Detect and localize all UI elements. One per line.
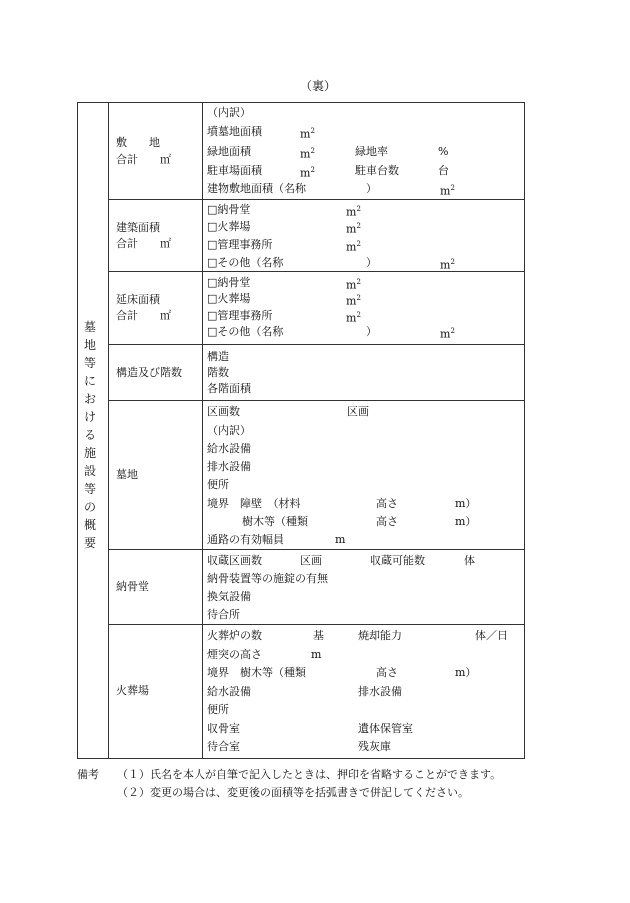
chimney-height-unit: m (311, 648, 322, 661)
building-site-label: 建物敷地面積（名称 (207, 182, 306, 195)
body-storage-room: 遺体保管室 (358, 722, 413, 735)
cemetery-toilet: 便所 (207, 478, 229, 491)
ba-ossuary-unit: $m^2$ (346, 205, 361, 219)
boundary-trees-height: 高さ (376, 515, 398, 528)
bone-room: 収骨室 (207, 722, 240, 735)
ossuary-label: 納骨堂 (116, 580, 149, 593)
green-area-label: 緑地面積 (207, 145, 251, 158)
ba-crematorium: □火葬場 (207, 220, 251, 233)
green-rate-label: 緑地率 (355, 145, 388, 158)
vertical-label-char: 等 (83, 356, 96, 370)
note-1: （１）氏名を本人が自筆で記入したときは、押印を省略することができます。 (117, 768, 502, 781)
fa-other-unit: $m^2$ (440, 327, 455, 341)
fa-crematorium: □火葬場 (207, 292, 251, 305)
furnace-count-label: 火葬炉の数 (207, 629, 262, 642)
ba-ossuary: □納骨堂 (207, 203, 251, 216)
ba-office: □管理事務所 (207, 238, 273, 251)
storage-count-unit: 区画 (300, 554, 322, 567)
capacity-unit: 体／日 (475, 629, 508, 642)
crem-waiting-room: 待合室 (207, 740, 240, 753)
crem-drainage: 排水設備 (358, 685, 402, 698)
vertical-label-char: の (83, 500, 96, 514)
boundary-wall-unit: m） (455, 497, 477, 510)
vertical-label-char: 墓 (83, 320, 96, 334)
furnace-count-unit: 基 (313, 629, 324, 642)
plot-count-label: 区画数 (207, 405, 240, 418)
crem-boundary-height: 高さ (376, 666, 398, 679)
ba-office-unit: $m^2$ (346, 240, 361, 254)
building-area-label: 建築面積 (116, 221, 160, 234)
green-area-unit: $m^2$ (300, 147, 315, 161)
crem-toilet: 便所 (207, 703, 229, 716)
structure-type: 構造 (207, 350, 229, 363)
storage-count-label: 収蔵区画数 (207, 554, 262, 567)
boundary-wall-height: 高さ (376, 497, 398, 510)
crem-water-supply: 給水設備 (207, 685, 251, 698)
waiting-area: 待合所 (207, 608, 240, 621)
boundary-wall-label: 境界 障壁 （材料 (207, 497, 301, 510)
vertical-label-char: る (83, 428, 96, 442)
storage-capacity-unit: 体 (464, 554, 475, 567)
floor-area-label: 延床面積 (116, 293, 160, 306)
site-total-label: 合計 ㎡ (116, 153, 171, 166)
fa-crematorium-unit: $m^2$ (346, 294, 361, 308)
parking-count-unit: 台 (438, 164, 449, 177)
vertical-label-char: 等 (83, 482, 96, 496)
crem-boundary-label: 境界 樹木等（種類 (207, 666, 306, 679)
cemetery-drainage: 排水設備 (207, 460, 251, 473)
page-header: （裏） (300, 79, 337, 93)
vertical-label-char: け (83, 410, 96, 424)
site-breakdown-heading: （内訳） (207, 106, 251, 119)
notes-label: 備考 (77, 768, 99, 781)
vertical-label-char: お (83, 392, 96, 406)
vertical-label-char: 施 (83, 446, 96, 460)
fa-office-unit: $m^2$ (346, 311, 361, 325)
capacity-label: 焼却能力 (358, 629, 402, 642)
structure-floors: 階数 (207, 366, 229, 379)
parking-area-label: 駐車場面積 (207, 164, 262, 177)
path-width-unit: m (335, 533, 346, 546)
vertical-label-char: 概 (83, 518, 96, 532)
building-site-close: ） (366, 182, 377, 195)
crem-boundary-unit: m） (455, 666, 477, 679)
ba-crematorium-unit: $m^2$ (346, 222, 361, 236)
parking-count-label: 駐車台数 (355, 164, 399, 177)
vertical-label-char: 要 (83, 536, 96, 550)
boundary-trees-label: 樹木等（種類 (242, 515, 308, 528)
ba-other-close: ） (366, 256, 377, 269)
crematorium-label: 火葬場 (116, 684, 149, 697)
chimney-height-label: 煙突の高さ (207, 648, 262, 661)
green-rate-unit: % (438, 145, 449, 158)
ba-other-unit: $m^2$ (440, 258, 455, 272)
path-width-label: 通路の有効幅員 (207, 533, 284, 546)
cemetery-label: 墓地 (116, 468, 138, 481)
note-2: （２）変更の場合は、変更後の面積等を括弧書きで併記してください。 (117, 786, 469, 799)
fa-other-close: ） (366, 325, 377, 338)
ba-other: □その他（名称 (207, 256, 284, 269)
storage-capacity-label: 収蔵可能数 (370, 554, 425, 567)
grave-area-unit: $m^2$ (300, 127, 315, 141)
cemetery-breakdown: （内訳） (207, 424, 251, 437)
fa-other: □その他（名称 (207, 325, 284, 338)
fa-ossuary-unit: $m^2$ (346, 278, 361, 292)
structure-label: 構造及び階数 (116, 366, 182, 379)
grave-area-label: 墳墓地面積 (207, 125, 262, 138)
lock-status: 納骨装置等の施錠の有無 (207, 572, 328, 585)
boundary-trees-unit: m） (455, 515, 477, 528)
ventilation: 換気設備 (207, 590, 251, 603)
parking-area-unit: $m^2$ (300, 166, 315, 180)
vertical-label-char: 地 (83, 338, 96, 352)
building-site-unit: $m^2$ (440, 184, 455, 198)
fa-office: □管理事務所 (207, 309, 273, 322)
vertical-label-char: 設 (83, 464, 96, 478)
building-area-total-label: 合計 ㎡ (116, 237, 171, 250)
plot-count-unit: 区画 (347, 405, 369, 418)
structure-floor-areas: 各階面積 (207, 382, 251, 395)
ash-storage: 残灰庫 (358, 740, 391, 753)
cemetery-water-supply: 給水設備 (207, 442, 251, 455)
fa-ossuary: □納骨堂 (207, 276, 251, 289)
floor-area-total-label: 合計 ㎡ (116, 309, 171, 322)
vertical-section-label (82, 318, 98, 552)
site-label: 敷 地 (116, 136, 160, 149)
vertical-label-char: に (83, 374, 96, 388)
